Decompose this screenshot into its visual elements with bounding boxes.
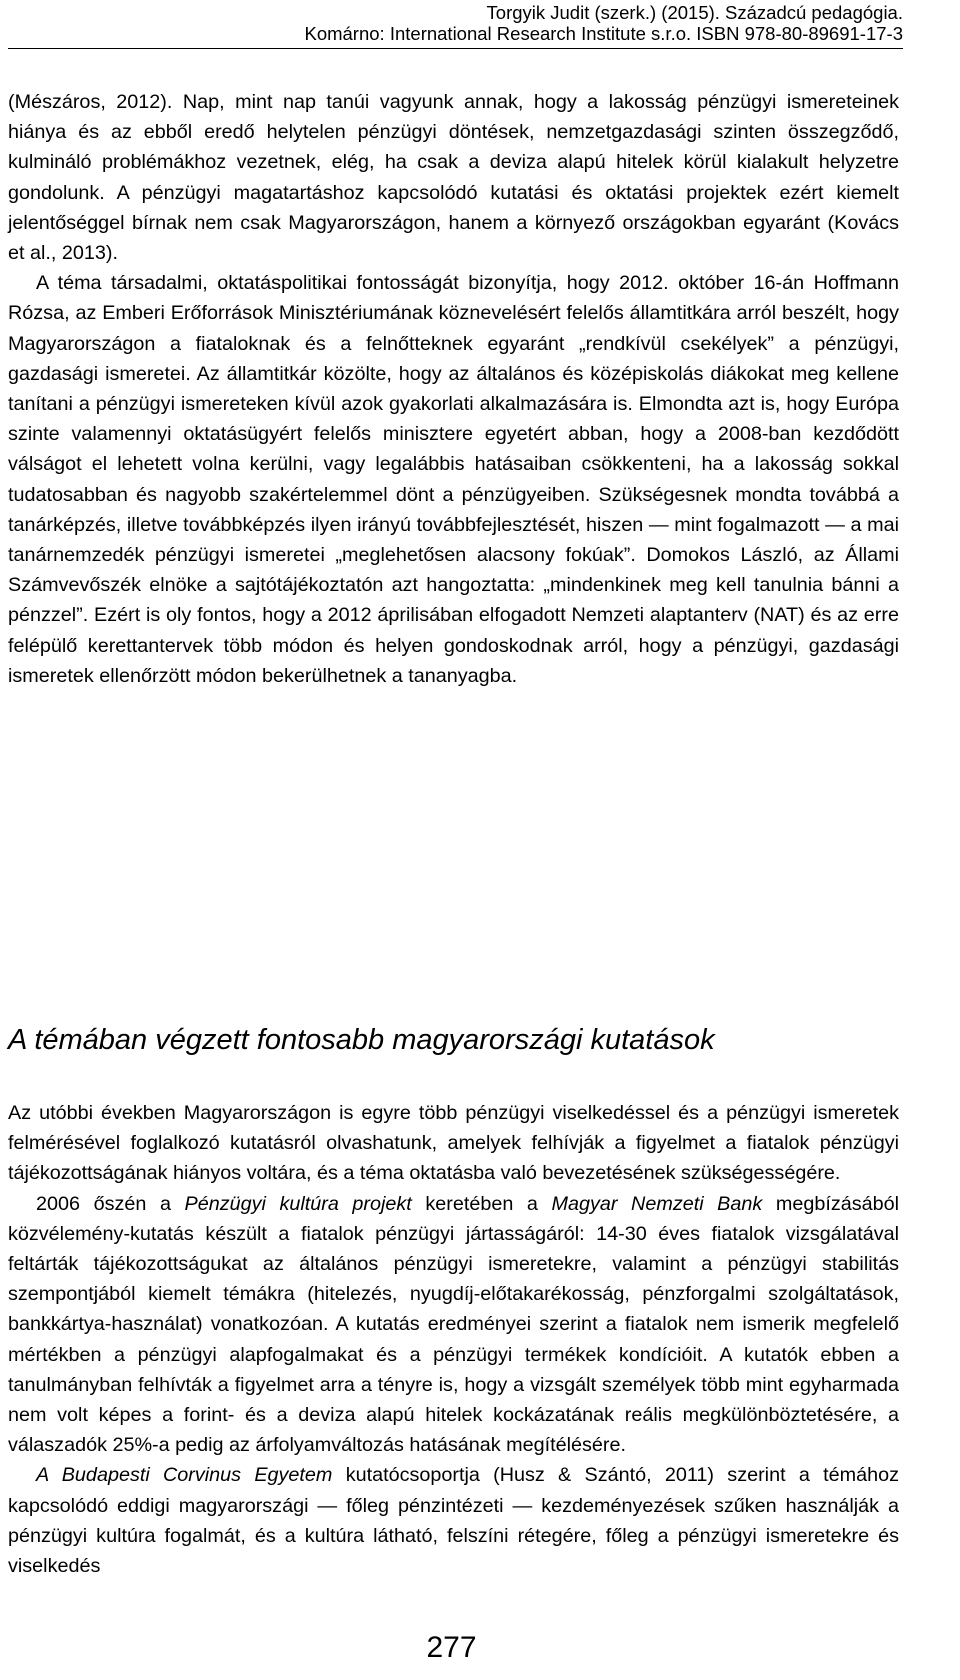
paragraph-4 (8, 1189, 899, 1461)
paragraph-2: A téma társadalmi, oktatáspolitikai fontosságát bizonyítja, hogy 2012. október 16-án Hoffmann Rózsa, az Emberi Erőforrások Minisztériumának köznevelésért felelős államtitkára arról beszélt, hogy Magyarországon a fiataloknak és a felnőtteknek egyaránt „rendkívül csekélyek” a pénzügyi, gazdasági ismeretei. Az államtitkár közölte, hogy az általános és középiskolás diákokat meg kellene tanítani a pénzügyi ismereteken kívül azok gyakorlati alkalmazására is. Elmondta azt is, hogy Európa szinte valamennyi oktatásügyért felelős minisztere egyetért abban, hogy a 2008-ban kezdődött válságot el lehetett volna kerülni, vagy legalábbis hatásaiban csökkenteni, ha a lakosság sokkal tudatosabban és nagyobb szakértelemmel dönt a pénzügyeiben. Szükségesnek mondta továbbá a tanárképzés, illetve továbbképzés ilyen irányú továbbfejlesztését, hiszen — mint fogalmazott — a mai tanárnemzedék pénzügyi ismeretei „meglehetősen alacsony fokúak”. Domokos László, az Állami Számvevőszék elnöke a sajtótájékoztatón azt hangoztatta: „mindenkinek meg kell tanulnia bánni a pénzzel”. Ezért is oly fontos, hogy a 2012 áprilisában elfogadott Nemzeti alaptanterv (NAT) és az erre felépülő kerettantervek több módon és helyen gondoskodnak arról, hogy a pénzügyi, gazdasági ismeretek ellenőrzött módon bekerülhetnek a tananyagba. (8, 272, 899, 687)
p5-university-name: A Budapesti Corvinus Egyetem (36, 1464, 333, 1487)
p4-text-c: keretében a (411, 1192, 552, 1215)
paragraph-5 (8, 1460, 899, 1581)
header-divider (8, 48, 903, 49)
research-text-block (8, 1098, 899, 1581)
p5-text-b: kutatócsoportja (Husz & Szántó, 2011) szerint a témához kapcsolódó eddigi magyarországi — főleg pénzintézeti — kezdeményezések szűken használják a pénzügyi kultúra fogalmát, és a kultúra látható, felszíni rétegére, főleg a pénzügyi ismeretekre és viselkedés (8, 1464, 899, 1578)
p4-text-e: megbízásából közvélemény-kutatás készült a fiatalok pénzügyi jártasságáról: 14-30 éves fiatalok vizsgálatával feltárták tájékozottságukat az általános pénzügyi ismeretekre, valamint a pénzügyi stabilitás szempontjából kiemelt témákra (hitelezés, nyugdíj-előtakarékosság, pénzforgalmi szolgáltatások, bankkártya-használat) vonatkozóan. A kutatás eredményei szerint a fiatalok nem ismerik megfelelő mértékben a pénzügyi alapfogalmakat és a pénzügyi termékek kondícióit. A kutatók ebben a tanulmányban felhívták a figyelmet arra a tényre is, hogy a vizsgált személyek több mint egyharmada nem volt képes a forint- és a deviza alapú hitelek kockázatának reális megkülönböztetésére, a válaszadók 25%-a pedig az árfolyamváltozás hatásának megítélésére. (8, 1192, 899, 1457)
p4-text-a: 2006 őszén a (36, 1192, 185, 1215)
paragraph-3: Az utóbbi években Magyarországon is egyre több pénzügyi viselkedéssel és a pénzügyi ismeretek felmérésével foglalkozó kutatásról olvashatunk, amelyek felhívják a figyelmet a fiatalok pénzügyi tájékozottságának hiányos voltára, és a téma oktatásba való bevezetésének szükségességére. (8, 1102, 899, 1185)
p4-project-name: Pénzügyi kultúra projekt (184, 1192, 412, 1215)
page-header (0, 2, 903, 44)
header-publisher-line: Komárno: International Research Institute s.r.o. ISBN 978-80-89691-17-3 (304, 23, 903, 44)
section-heading: A témában végzett fontosabb magyarországi kutatások (8, 1024, 715, 1056)
paragraph-1: (Mészáros, 2012). Nap, mint nap tanúi vagyunk annak, hogy a lakosság pénzügyi ismereteinek hiánya és az ebből eredő helytelen pénzügyi döntések, nemzetgazdasági szinten összegződő, kulmináló problémákhoz vezetnek, elég, ha csak a deviza alapú hitelek körül kialakult helyzetre gondolunk. A pénzügyi magatartáshoz kapcsolódó kutatási és oktatási projektek ezért kiemelt jelentőséggel bírnak nem csak Magyarországon, hanem a környező országokban egyaránt (Kovács et al., 2013). (8, 91, 899, 265)
intro-text-block (8, 87, 899, 691)
page-number: 277 (426, 1631, 477, 1664)
header-citation-line: Torgyik Judit (szerk.) (2015). Századcú pedagógia. (486, 2, 903, 23)
p4-bank-name: Magyar Nemzeti Bank (551, 1192, 763, 1215)
